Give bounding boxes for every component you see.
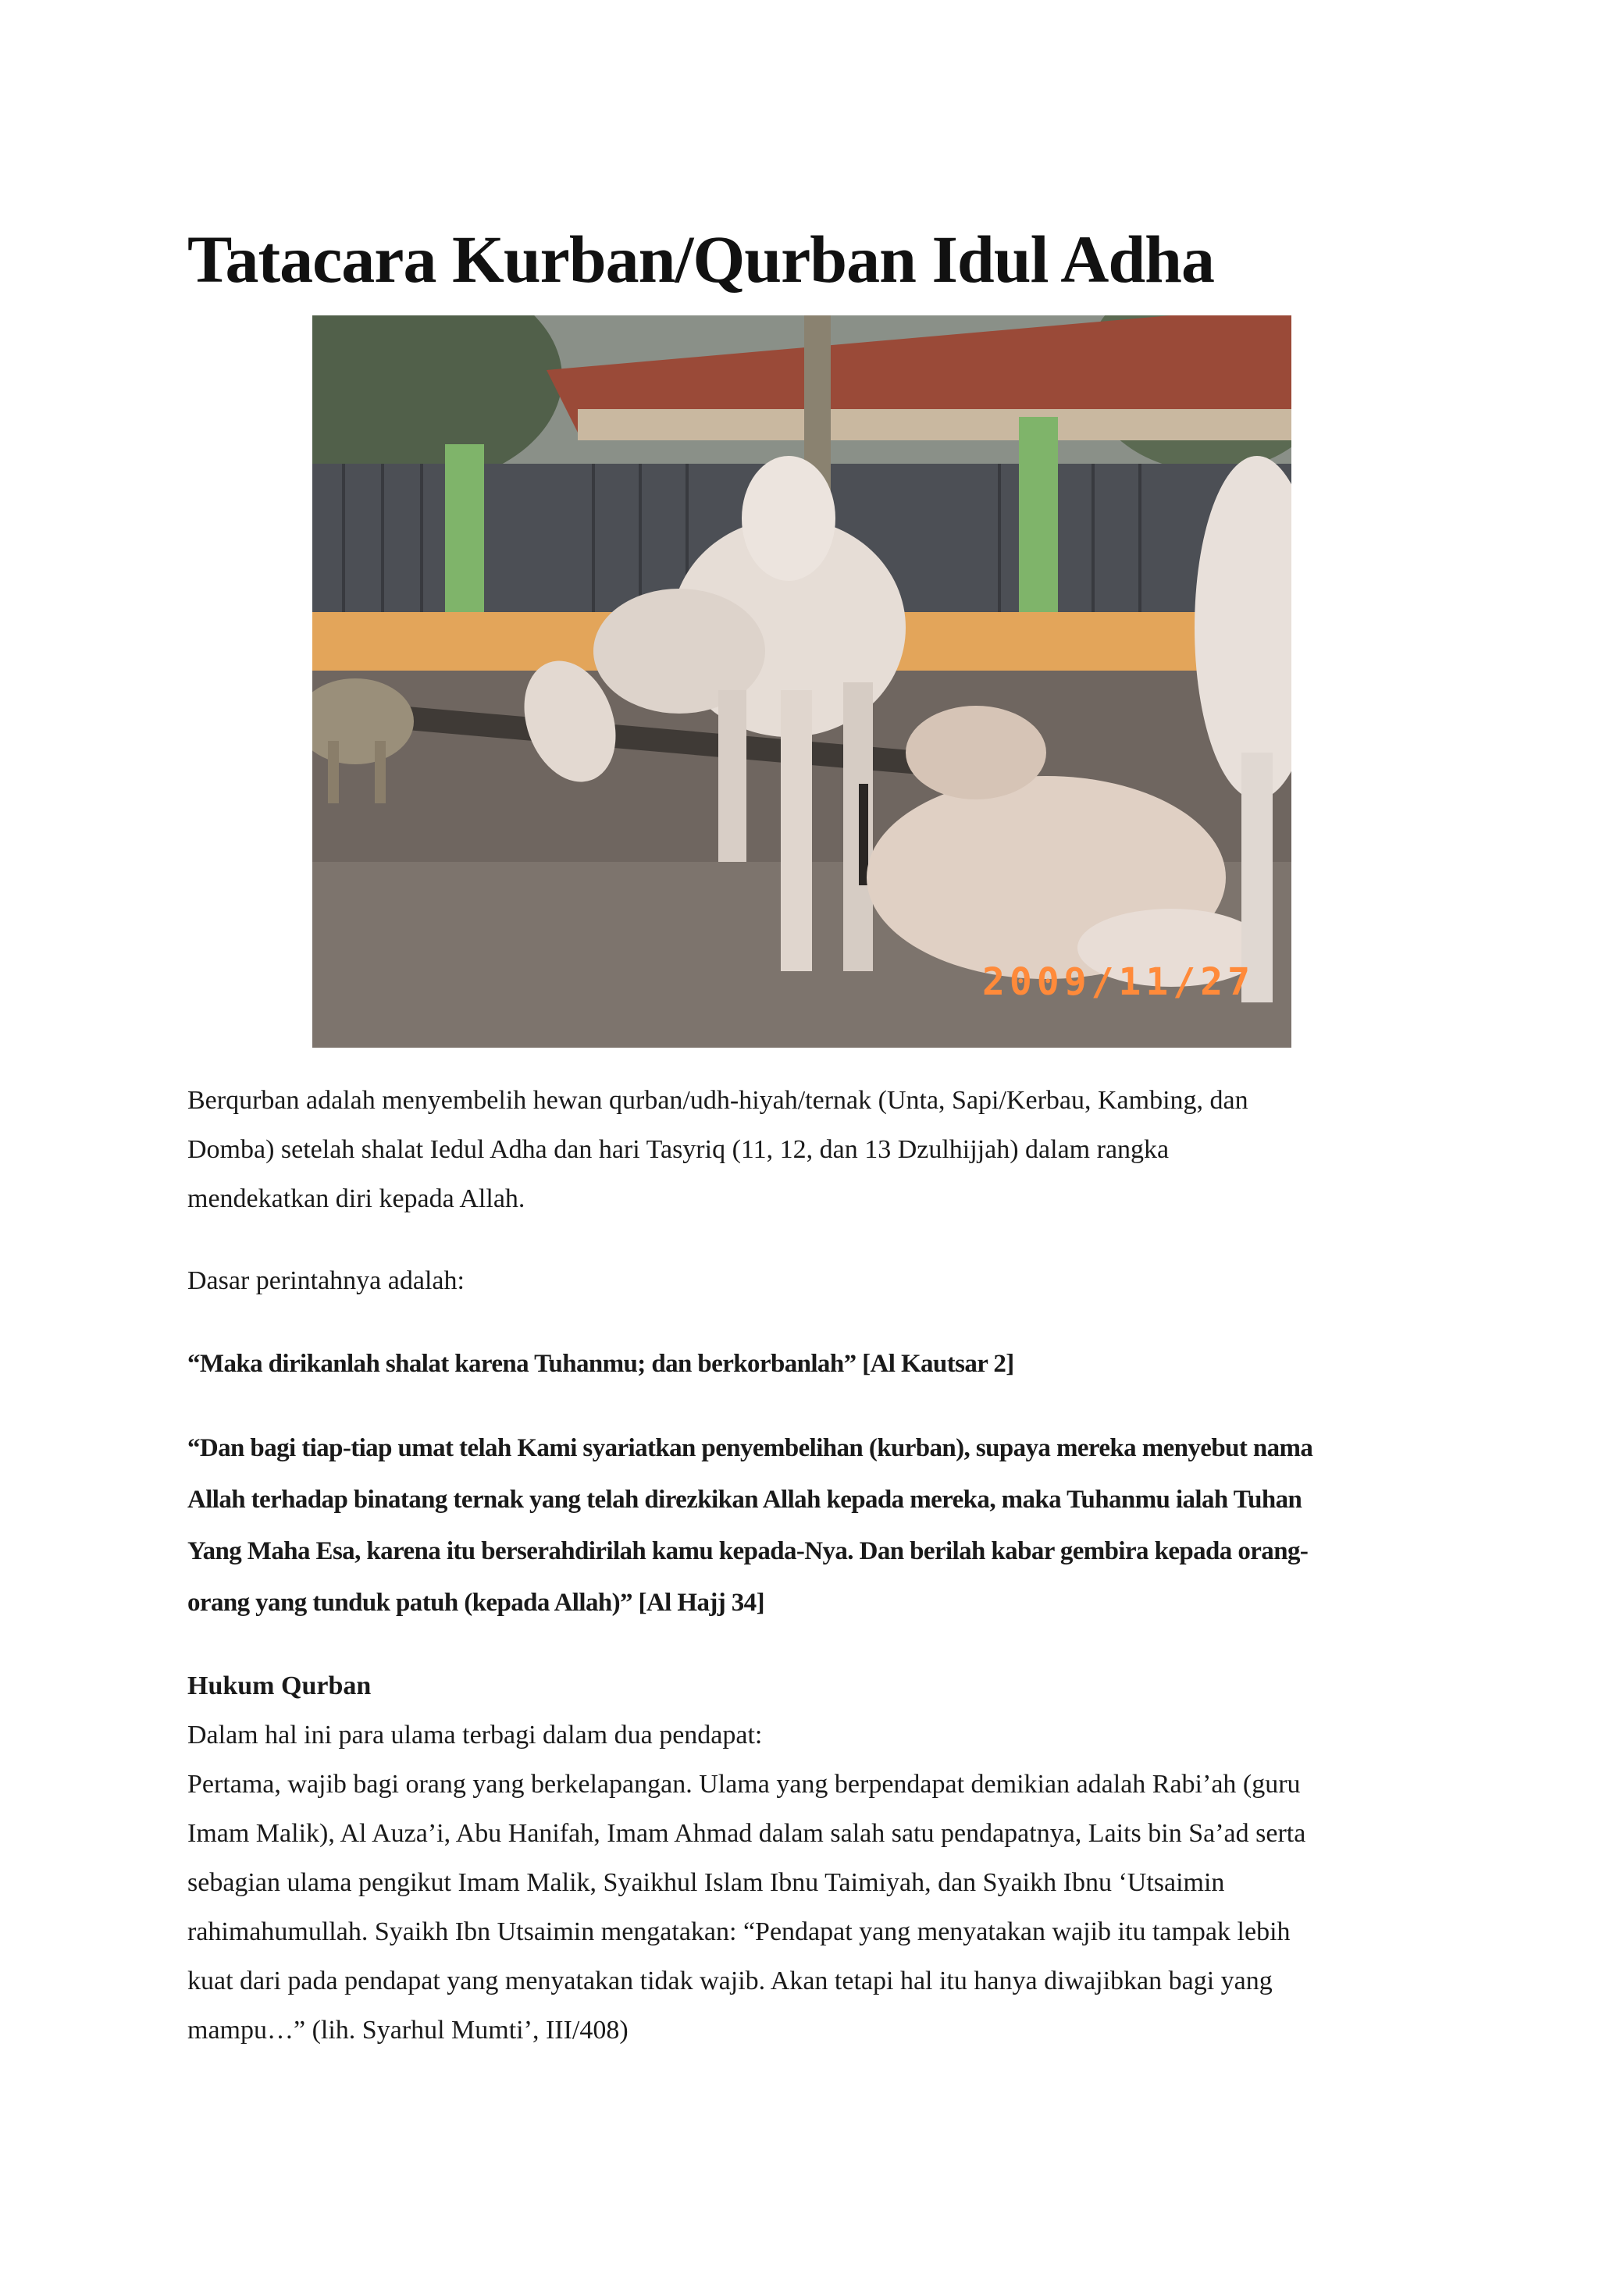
quote-al-hajj-line-3: Yang Maha Esa, karena itu berserahdirilah kamu kepada-Nya. Dan berilah kabar gembira kepada orang-	[187, 1537, 1309, 1565]
hukum-line-6: kuat dari pada pendapat yang menyatakan tidak wajib. Akan tetapi hal itu hanya diwajibkan bagi yang	[187, 1967, 1273, 1995]
hukum-line-5: rahimahumullah. Syaikh Ibn Utsaimin mengatakan: “Pendapat yang menyatakan wajib itu tampak lebih	[187, 1917, 1291, 1946]
article-body	[187, 1076, 1421, 2055]
dasar-perintah: Dasar perintahnya adalah:	[187, 1266, 465, 1295]
hukum-heading: Hukum Qurban	[187, 1671, 372, 1700]
page-title: Tatacara Kurban/Qurban Idul Adha	[187, 222, 1214, 297]
hukum-line-4: sebagian ulama pengikut Imam Malik, Syaikhul Islam Ibnu Taimiyah, dan Syaikh Ibnu ‘Utsaimin	[187, 1868, 1225, 1897]
photo-date-stamp: 2009/11/27	[982, 960, 1255, 1004]
hukum-line-7: mampu…” (lih. Syarhul Mumti’, III/408)	[187, 2016, 629, 2045]
quote-al-kautsar: “Maka dirikanlah shalat karena Tuhanmu; dan berkorbanlah” [Al Kautsar 2]	[187, 1350, 1014, 1378]
intro-line-2: Domba) setelah shalat Iedul Adha dan hari Tasyriq (11, 12, dan 13 Dzulhijjah) dalam rangka	[187, 1135, 1170, 1164]
cattle-photo	[312, 315, 1291, 1048]
quote-al-hajj-line-1: “Dan bagi tiap-tiap umat telah Kami syariatkan penyembelihan (kurban), supaya mereka menyebut nama	[187, 1434, 1313, 1462]
intro-line-1: Berqurban adalah menyembelih hewan qurban/udh-hiyah/ternak (Unta, Sapi/Kerbau, Kambing, dan	[187, 1086, 1248, 1115]
hukum-line-2: Pertama, wajib bagi orang yang berkelapangan. Ulama yang berpendapat demikian adalah Rabi’ah (guru	[187, 1770, 1301, 1799]
hukum-line-3: Imam Malik), Al Auza’i, Abu Hanifah, Imam Ahmad dalam salah satu pendapatnya, Laits bin Sa’ad serta	[187, 1819, 1306, 1848]
intro-line-3: mendekatkan diri kepada Allah.	[187, 1184, 525, 1213]
quote-al-hajj-line-2: Allah terhadap binatang ternak yang telah direzkikan Allah kepada mereka, maka Tuhanmu ialah Tuhan	[187, 1486, 1302, 1514]
quote-al-hajj-line-4: orang yang tunduk patuh (kepada Allah)” [Al Hajj 34]	[187, 1589, 764, 1617]
hukum-line-1: Dalam hal ini para ulama terbagi dalam dua pendapat:	[187, 1721, 763, 1750]
